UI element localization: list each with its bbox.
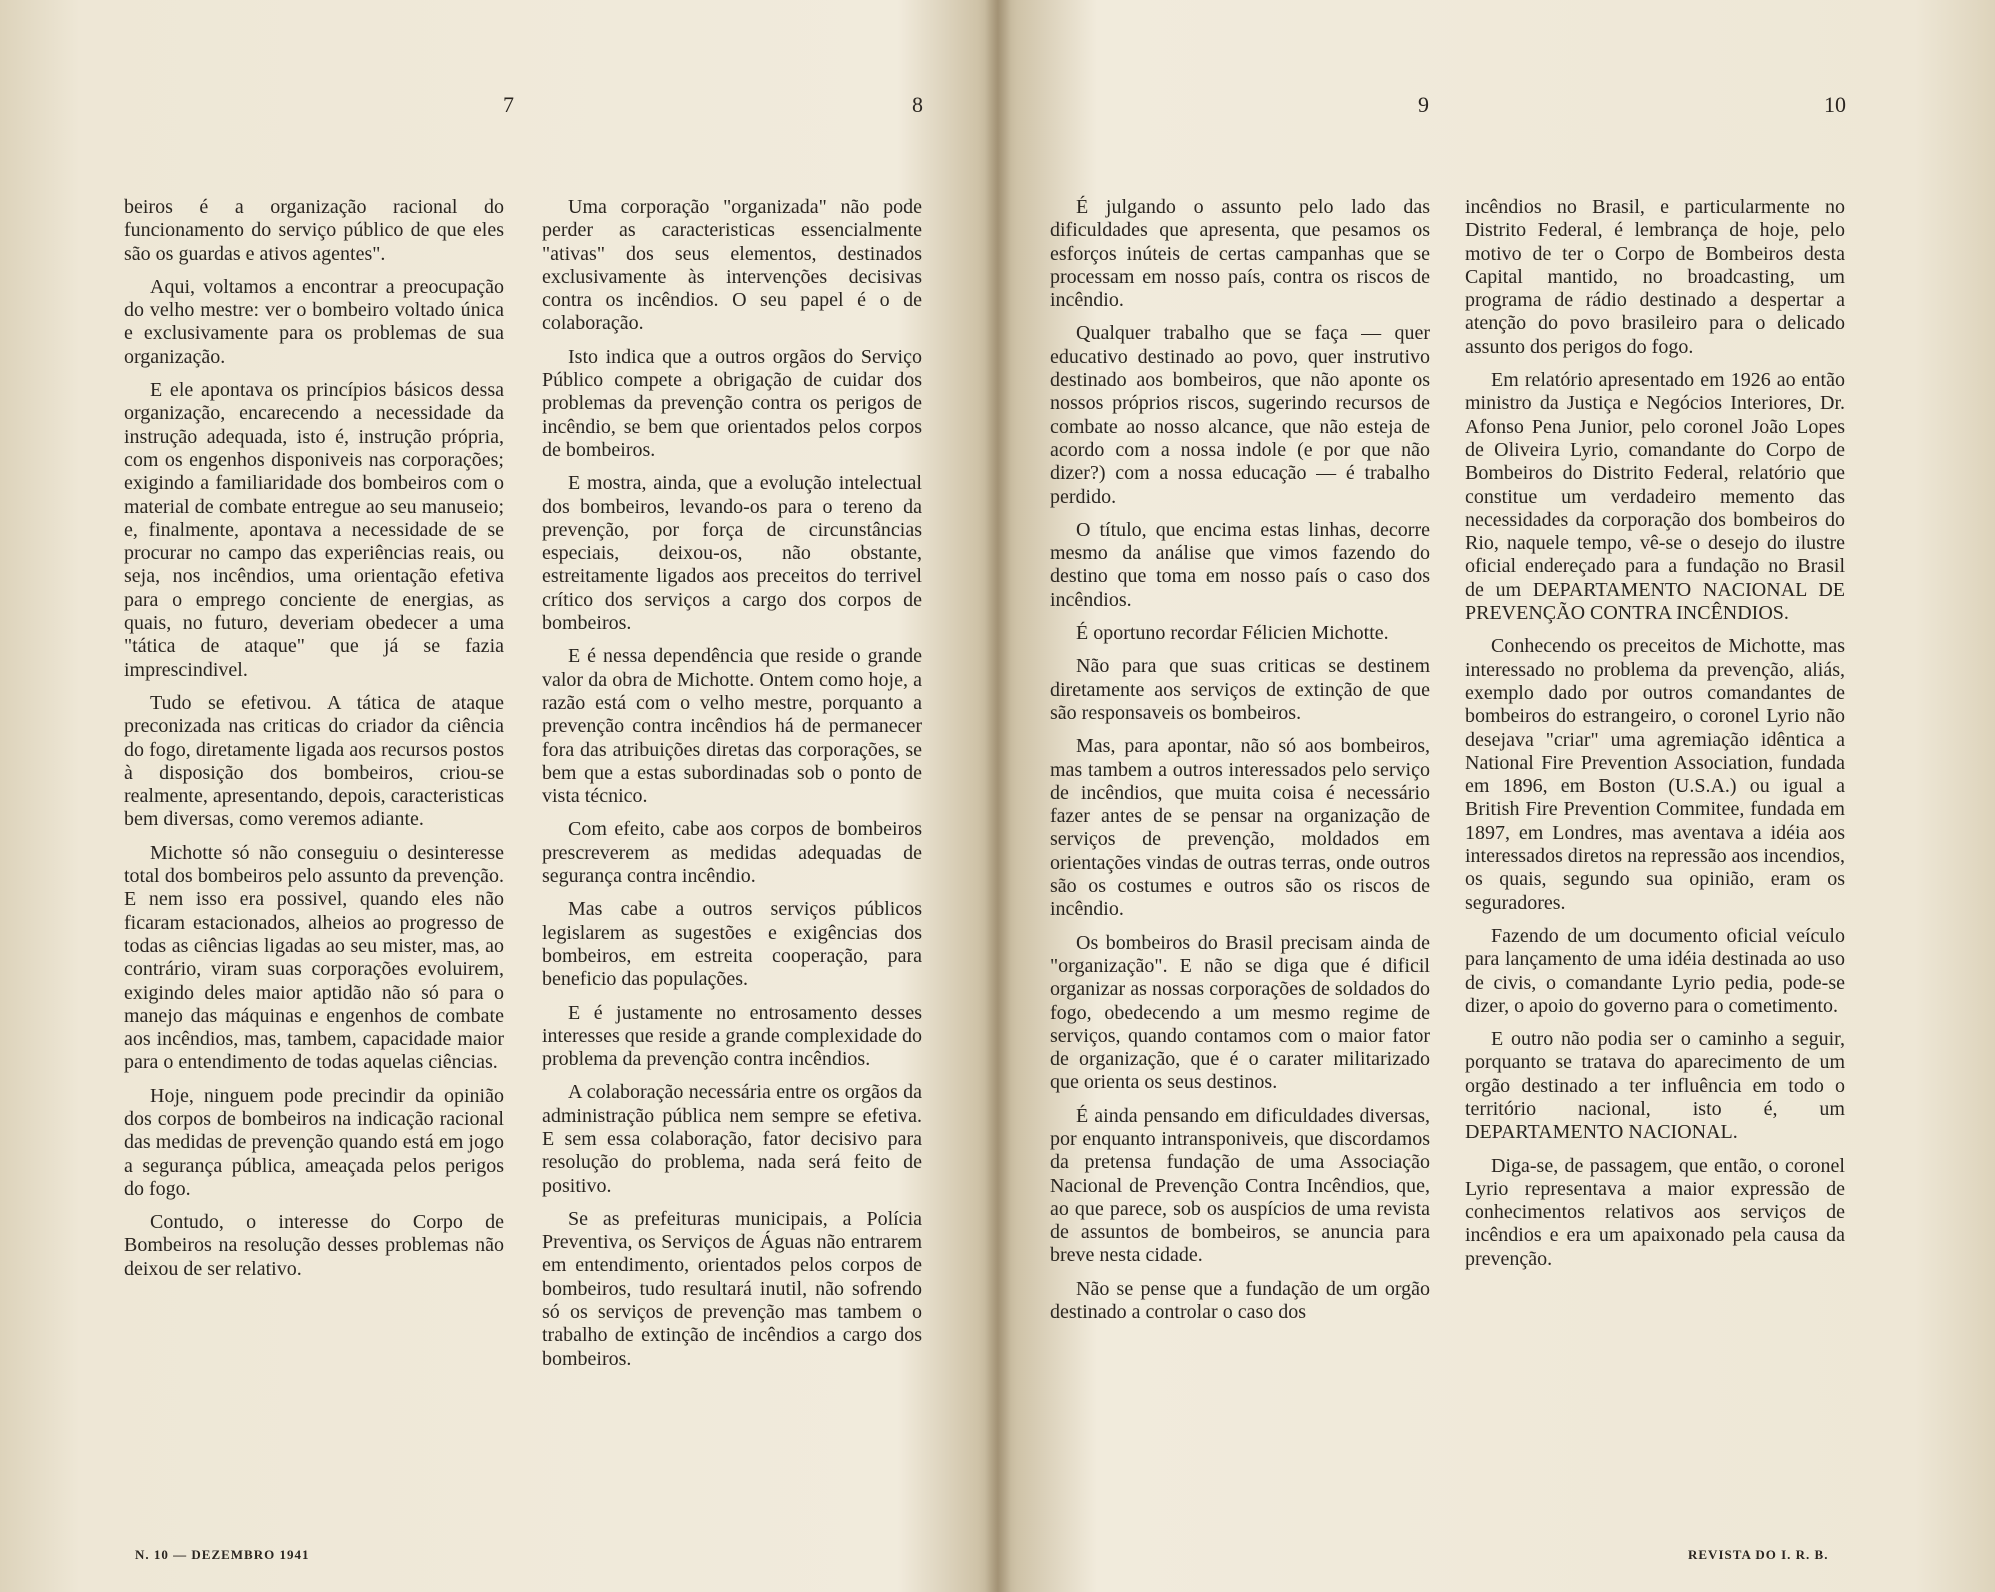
paragraph: Conhecendo os preceitos de Michotte, mas interessado no problema da prevenção, aliás, exemplo dado por outros comandantes de bombeiros do estrangeiro, o coronel Lyrio não desejava "criar" uma agremiação idêntica a National Fire Prevention Association, fundada em 1896, em Boston (U.S.A.) ou igual a British Fire Prevention Commitee, fundada em 1897, em Londres, mas aventava a idéia aos interessados diretos na repressão aos incendios, os quais, segundo sua opinião, eram os seguradores. [1465,635,1845,914]
paragraph: Michotte só não conseguiu o desinteresse total dos bombeiros pelo assunto da prevenção. E nem isso era possivel, quando eles não ficaram estacionados, alheios ao progresso de todas as ciências ligadas ao seu mister, mas, ao contrário, viram suas corporações evoluirem, exigindo deles maior aptidão não só para o manejo das máquinas e engenhos de combate aos incêndios, mas, tambem, capacidade maior para o entendimento de todas aquelas ciências. [124,841,504,1074]
page-number-9: 9 [1418,92,1429,117]
paragraph: Contudo, o interesse do Corpo de Bombeiros na resolução desses problemas não deixou de ser relativo. [124,1211,504,1280]
footer-issue-date: N. 10 — DEZEMBRO 1941 [135,1547,310,1562]
paragraph: beiros é a organização racional do funcionamento do serviço público de que eles são os guardas e ativos agentes". [124,196,504,265]
paragraph: E mostra, ainda, que a evolução intelectual dos bombeiros, levando-os para o tereno da prevenção, por força de circunstâncias especiais, deixou-os, não obstante, estreitamente ligados aos preceitos do terrivel crítico dos serviços a cargo dos corpos de bombeiros. [542,472,922,635]
paragraph: Isto indica que a outros orgãos do Serviço Público compete a obrigação de cuidar dos problemas da prevenção contra os perigos de incêndio, se bem que orientados pelos corpos de bombeiros. [542,345,922,461]
page-number-7: 7 [503,92,514,117]
paragraph: E outro não podia ser o caminho a seguir, porquanto se tratava do aparecimento de um orgão destinado a ter influência em todo o território nacional, isto é, um DEPARTAMENTO NACIONAL. [1465,1028,1845,1144]
paragraph: Qualquer trabalho que se faça — quer educativo destinado ao povo, quer instrutivo destinado aos bombeiros, que não aponte os nossos próprios riscos, sugerindo recursos de combate ao nosso alcance, que não esteja de acordo com a nossa indole (e por que não dizer?) com a nossa educação — é trabalho perdido. [1050,322,1430,508]
paragraph: Tudo se efetivou. A tática de ataque preconizada nas criticas do criador da ciência do fogo, diretamente ligada aos recursos postos à disposição dos bombeiros, criou-se realmente, apresentando, depois, caracteristicas bem diversas, como veremos adiante. [124,691,504,831]
paragraph: Mas, para apontar, não só aos bombeiros, mas tambem a outros interessados pelo serviço de incêndios, que muita coisa é necessário fazer antes de se pensar na organização de serviços de prevenção, moldados em orientações vindas de outras terras, onde outros são os costumes e outros são os riscos de incêndio. [1050,735,1430,921]
paragraph: Fazendo de um documento oficial veículo para lançamento de uma idéia destinada ao uso de civis, o comandante Lyrio pedia, pode-se dizer, o apoio do governo para o cometimento. [1465,924,1845,1017]
paragraph: Se as prefeituras municipais, a Polícia Preventiva, os Serviços de Águas não entrarem em entendimento, orientados pelos corpos de bombeiros, tudo resultará inutil, não sofrendo só os serviços de prevenção mas tambem o trabalho de extinção de incêndios a cargo dos bombeiros. [542,1207,922,1370]
paragraph: Em relatório apresentado em 1926 ao então ministro da Justiça e Negócios Interiores, Dr. Afonso Pena Junior, pelo coronel João Lopes de Oliveira Lyrio, comandante do Corpo de Bombeiros do Distrito Federal, relatório que constitue um verdadeiro memento das necessidades da corporação dos bombeiros do Rio, naquele tempo, vê-se o desejo do ilustre oficial endereçado para a fundação no Brasil de um DEPARTAMENTO NACIONAL DE PREVENÇÃO CONTRA INCÊNDIOS. [1465,369,1845,625]
paragraph: É oportuno recordar Félicien Michotte. [1076,622,1389,645]
paragraph: E ele apontava os princípios básicos dessa organização, encarecendo a necessidade da instrução adequada, isto é, instrução própria, com os engenhos disponiveis nas corporações; exigindo a familiaridade dos bombeiros com o material de combate entregue ao seu manuseio; e, finalmente, apontava a necessidade de se procurar no campo das experiências reais, ou seja, nos incêndios, uma orientação efetiva para o emprego conciente de energias, as quais, no futuro, deveriam obedecer a uma "tática de ataque" que já se fazia imprescindivel. [124,379,504,681]
page-number-10: 10 [1824,92,1846,117]
paragraph: incêndios no Brasil, e particularmente no Distrito Federal, é lembrança de hoje, pelo motivo de ter o Corpo de Bombeiros desta Capital mantido, no broadcasting, um programa de rádio destinado a despertar a atenção do povo brasileiro para o delicado assunto dos perigos do fogo. [1465,196,1845,358]
book-gutter [985,0,1011,1592]
page-number-8: 8 [912,92,923,117]
paragraph: Diga-se, de passagem, que então, o coronel Lyrio representava a maior expressão de conhecimentos relativos aos serviços de incêndios e era um apaixonado pela causa da prevenção. [1465,1154,1845,1270]
paragraph: Os bombeiros do Brasil precisam ainda de "organização". E não se diga que é dificil organizar as nossas corporações de soldados do fogo, obedecendo a um mesmo regime de serviços, quando contamos com o maior fator de organização, que é o carater militarizado que orienta os seus destinos. [1050,931,1430,1094]
text-column-page-10 [1465,196,1845,1281]
text-column-page-8 [542,196,922,1381]
paragraph: Não para que suas criticas se destinem diretamente aos serviços de extinção de que são responsaveis os bombeiros. [1050,655,1430,724]
paragraph: Com efeito, cabe aos corpos de bombeiros prescreverem as medidas adequadas de segurança contra incêndio. [542,818,922,888]
paragraph: Aqui, voltamos a encontrar a preocupação do velho mestre: ver o bombeiro voltado única e exclusivamente para os problemas de sua organização. [124,275,504,368]
paragraph: E é nessa dependência que reside o grande valor da obra de Michotte. Ontem como hoje, a razão está com o velho mestre, porquanto a prevenção contra incêndios há de permanecer fora das atribuições diretas das corporações, se bem que a estas subordinadas sob o ponto de vista técnico. [542,645,922,808]
paragraph: É julgando o assunto pelo lado das dificuldades que apresenta, que pesamos os esforços inúteis de certas campanhas que se processam em nosso país, contra os riscos de incêndio. [1050,196,1430,312]
paragraph: E é justamente no entrosamento desses interesses que reside a grande complexidade do problema da prevenção contra incêndios. [542,1001,922,1071]
paragraph: O título, que encima estas linhas, decorre mesmo da análise que vimos fazendo do destino que toma em nosso país o caso dos incêndios. [1050,518,1430,611]
text-column-page-7 [124,196,504,1291]
paragraph: A colaboração necessária entre os orgãos da administração pública nem sempre se efetiva. E sem essa colaboração, fator decisivo para resolução do problema, nada será feito de positivo. [542,1081,922,1197]
paragraph: Não se pense que a fundação de um orgão destinado a controlar o caso dos [1050,1277,1430,1324]
text-column-page-9 [1050,196,1430,1334]
paragraph: Uma corporação "organizada" não pode perder as caracteristicas essencialmente "ativas" dos seus elementos, destinados exclusivamente às intervenções decisivas contra os incêndios. O seu papel é o de colaboração. [542,196,922,335]
paragraph: É ainda pensando em dificuldades diversas, por enquanto intransponiveis, que discordamos da pretensa fundação de uma Associação Nacional de Prevenção Contra Incêndios, que, ao que parece, sob os auspícios de uma revista de assuntos de bombeiros, se anuncia para breve nesta cidade. [1050,1104,1430,1267]
paragraph: Hoje, ninguem pode precindir da opinião dos corpos de bombeiros na indicação racional das medidas de prevenção quando está em jogo a segurança pública, ameaçada pelos perigos do fogo. [124,1084,504,1200]
paragraph: Mas cabe a outros serviços públicos legislarem as sugestões e exigências dos bombeiros, em estreita cooperação, para beneficio das populações. [542,898,922,991]
footer-journal-name: REVISTA DO I. R. B. [1688,1547,1829,1562]
